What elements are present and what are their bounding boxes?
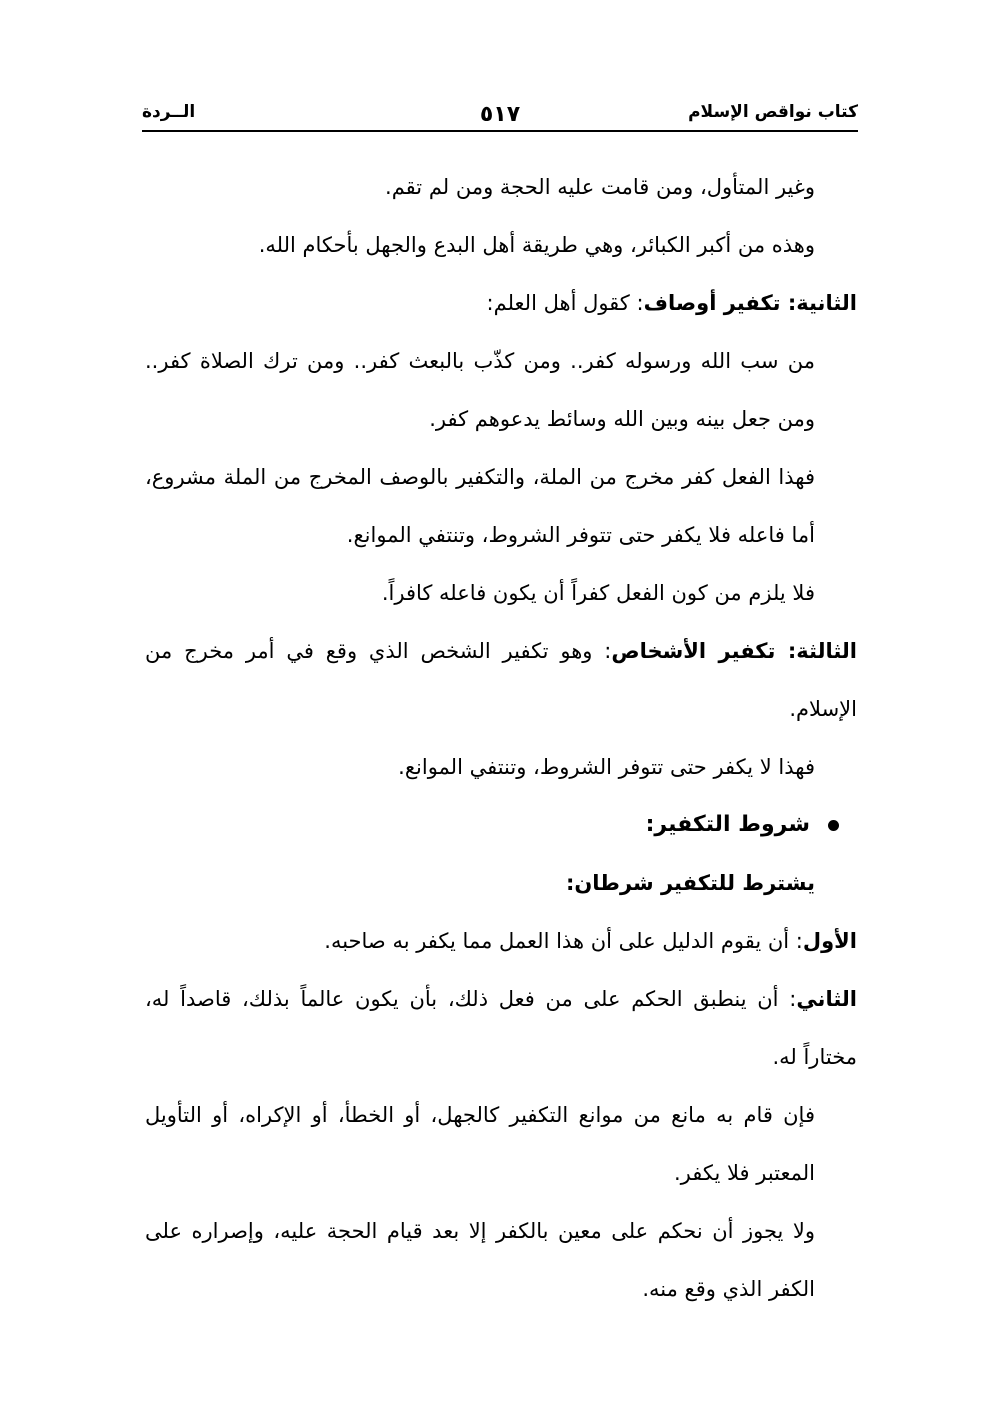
paragraph: فإن قام به مانع من موانع التكفير كالجهل، أو الخطأ، أو الإكراه، أو التأويل المعتبر فلا يكفر. (145, 1103, 815, 1185)
page-body (145, 158, 857, 1318)
bullet-icon (828, 820, 839, 831)
term-label: الثالثة: تكفير الأشخاص (611, 639, 858, 663)
paragraph: فهذا لا يكفر حتى تتوفر الشروط، وتنتفي الموانع. (398, 755, 815, 779)
paragraph (145, 622, 857, 738)
term-label: الثانية: تكفير أوصاف (643, 291, 857, 315)
term-label: الأول (802, 929, 857, 953)
running-header (142, 100, 858, 132)
section-heading (145, 796, 857, 854)
paragraph: فهذا الفعل كفر مخرج من الملة، والتكفير بالوصف المخرج من الملة مشروع، أما فاعله فلا يكفر حتى تتوفر الشروط، وتنتفي الموانع. (145, 465, 815, 547)
section-heading-text: شروط التكفير: (645, 812, 810, 837)
paragraph (145, 274, 857, 332)
paragraph-text: : أن ينطبق الحكم على من فعل ذلك، بأن يكون عالماً بذلك، قاصداً له، مختاراً له. (145, 987, 857, 1069)
paragraph: من سب الله ورسوله كفر.. ومن كذّب بالبعث كفر.. ومن ترك الصلاة كفر.. ومن جعل بينه وبين الله وسائط يدعوهم كفر. (145, 349, 815, 431)
paragraph: وغير المتأول، ومن قامت عليه الحجة ومن لم تقم. (385, 175, 815, 199)
paragraph-text: : كقول أهل العلم: (486, 291, 644, 315)
paragraph: فلا يلزم من كون الفعل كفراً أن يكون فاعله كافراً. (381, 581, 815, 605)
paragraph-text: : وهو تكفير الشخص الذي وقع في أمر مخرج من الإسلام. (145, 639, 857, 721)
chapter-title: الــردة (142, 102, 196, 122)
paragraph (145, 970, 857, 1086)
paragraph-text: : أن يقوم الدليل على أن هذا العمل مما يكفر به صاحبه. (324, 929, 803, 953)
paragraph: ولا يجوز أن نحكم على معين بالكفر إلا بعد قيام الحجة عليه، وإصراره على الكفر الذي وقع منه. (145, 1219, 815, 1301)
book-title: كتاب نواقص الإسلام (688, 102, 858, 122)
page-number: ٥١٧ (479, 102, 521, 127)
term-label: الثاني (796, 987, 857, 1011)
subheading: يشترط للتكفير شرطان: (565, 871, 815, 895)
paragraph (145, 912, 857, 970)
paragraph: وهذه من أكبر الكبائر، وهي طريقة أهل البدع والجهل بأحكام الله. (258, 233, 815, 257)
